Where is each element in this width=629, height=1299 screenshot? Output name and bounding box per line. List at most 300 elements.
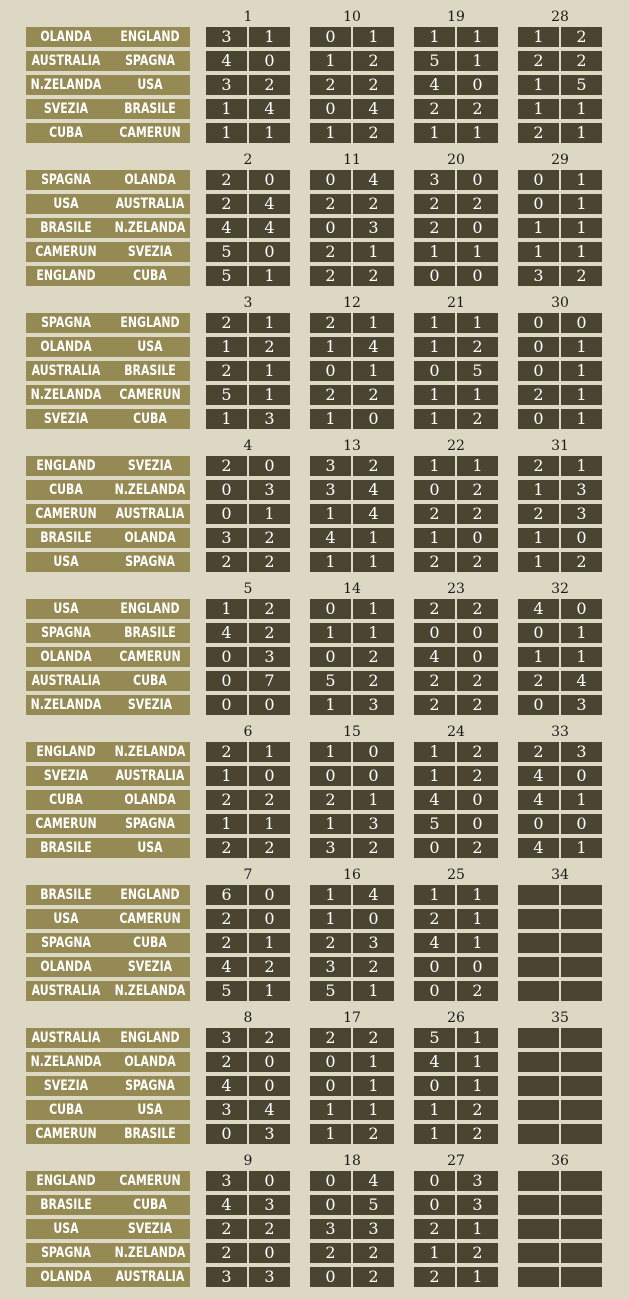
score-cell	[414, 885, 498, 905]
away-goals: 1	[472, 1028, 483, 1047]
home-team-label: AUSTRALIA	[31, 363, 101, 379]
away-team-label: SVEZIA	[127, 458, 173, 474]
round-number: 23	[447, 581, 465, 597]
score-cell	[414, 909, 498, 929]
away-team-label: USA	[137, 1102, 163, 1118]
away-goals: 3	[472, 1171, 483, 1190]
away-goals: 2	[368, 194, 379, 213]
home-goals	[518, 1195, 559, 1215]
home-goals: 2	[533, 385, 544, 404]
home-goals: 0	[429, 1076, 440, 1095]
home-team-label: CAMERUN	[35, 1126, 97, 1142]
home-goals: 1	[221, 766, 232, 785]
away-goals: 1	[576, 99, 587, 118]
away-goals	[561, 1028, 602, 1048]
score-cell	[414, 957, 498, 977]
score-cell	[206, 885, 290, 905]
away-team-label: N.ZELANDA	[114, 220, 186, 236]
home-goals: 4	[221, 1195, 232, 1214]
home-team-label: USA	[53, 601, 79, 617]
score-cell	[206, 671, 290, 691]
away-goals: 1	[472, 933, 483, 952]
score-cell	[414, 409, 498, 429]
away-goals: 0	[264, 170, 275, 189]
away-goals: 4	[368, 99, 379, 118]
home-goals: 2	[429, 1267, 440, 1286]
score-cell	[206, 1219, 290, 1239]
home-goals: 5	[429, 1028, 440, 1047]
score-cell	[206, 1076, 290, 1096]
home-goals: 4	[325, 528, 336, 547]
home-goals: 2	[221, 313, 232, 332]
score-cell	[310, 885, 394, 905]
away-goals: 2	[368, 1267, 379, 1286]
away-team-label: SVEZIA	[127, 1221, 173, 1237]
home-goals: 0	[429, 361, 440, 380]
away-team-label: BRASILE	[124, 363, 176, 379]
score-cell	[518, 647, 602, 667]
home-goals: 2	[533, 456, 544, 475]
away-goals: 1	[368, 552, 379, 571]
score-cell	[206, 742, 290, 762]
score-cell	[206, 123, 290, 143]
away-goals: 1	[576, 456, 587, 475]
score-cell	[206, 337, 290, 357]
home-goals: 4	[429, 75, 440, 94]
score-cell	[310, 480, 394, 500]
score-cell	[310, 242, 394, 262]
home-goals: 0	[533, 313, 544, 332]
score-cell	[310, 75, 394, 95]
score-cell	[518, 480, 602, 500]
away-team-label: USA	[137, 77, 163, 93]
home-goals: 1	[325, 1100, 336, 1119]
home-goals: 2	[325, 1243, 336, 1262]
away-goals: 5	[576, 75, 587, 94]
home-goals: 1	[429, 1100, 440, 1119]
home-team-label: SPAGNA	[41, 935, 91, 951]
match-teams	[26, 1052, 190, 1072]
home-team-label: SPAGNA	[41, 1245, 91, 1261]
home-team-label: SPAGNA	[41, 315, 91, 331]
away-goals: 3	[576, 480, 587, 499]
away-goals: 0	[576, 766, 587, 785]
score-cell	[414, 1124, 498, 1144]
round-number: 25	[447, 867, 465, 883]
away-goals: 1	[264, 266, 275, 285]
match-teams	[26, 766, 190, 786]
home-goals: 4	[221, 623, 232, 642]
away-goals: 2	[472, 695, 483, 714]
score-cell	[310, 170, 394, 190]
away-team-label: SPAGNA	[125, 816, 175, 832]
score-cell	[414, 766, 498, 786]
away-goals: 0	[472, 170, 483, 189]
score-cell	[206, 409, 290, 429]
home-goals: 1	[325, 123, 336, 142]
home-goals	[518, 1076, 559, 1096]
home-goals: 1	[533, 647, 544, 666]
home-goals: 3	[325, 480, 336, 499]
away-team-label: N.ZELANDA	[114, 744, 186, 760]
home-goals: 1	[325, 337, 336, 356]
score-cell	[206, 242, 290, 262]
away-team-label: CUBA	[133, 1197, 167, 1213]
home-goals: 1	[221, 409, 232, 428]
home-goals: 0	[221, 671, 232, 690]
home-goals: 1	[325, 909, 336, 928]
home-team-label: BRASILE	[40, 840, 92, 856]
home-team-label: USA	[53, 196, 79, 212]
home-goals: 4	[221, 957, 232, 976]
away-goals: 0	[264, 1076, 275, 1095]
away-goals: 3	[576, 742, 587, 761]
home-team-label: ENGLAND	[36, 1173, 96, 1189]
round-number: 10	[343, 9, 361, 25]
round-number: 17	[343, 1010, 361, 1026]
home-team-label: ENGLAND	[36, 458, 96, 474]
away-goals: 5	[368, 1195, 379, 1214]
away-goals	[561, 1243, 602, 1263]
away-goals: 2	[472, 504, 483, 523]
away-goals: 1	[472, 51, 483, 70]
match-teams	[26, 909, 190, 929]
match-teams	[26, 1219, 190, 1239]
away-goals: 1	[368, 528, 379, 547]
score-cell	[414, 814, 498, 834]
away-goals: 2	[264, 528, 275, 547]
home-goals: 3	[533, 266, 544, 285]
home-goals: 1	[429, 313, 440, 332]
match-teams	[26, 1267, 190, 1287]
score-cell	[206, 99, 290, 119]
away-team-label: OLANDA	[124, 1054, 176, 1070]
away-goals: 1	[472, 1076, 483, 1095]
match-teams	[26, 456, 190, 476]
score-cell	[518, 1243, 602, 1263]
home-goals: 2	[429, 504, 440, 523]
home-team-label: BRASILE	[40, 1197, 92, 1213]
home-team-label: USA	[53, 554, 79, 570]
score-cell	[414, 99, 498, 119]
home-goals: 2	[325, 75, 336, 94]
home-goals: 3	[221, 1028, 232, 1047]
score-cell	[518, 218, 602, 238]
away-team-label: OLANDA	[124, 530, 176, 546]
away-goals: 2	[472, 99, 483, 118]
home-goals: 0	[325, 647, 336, 666]
away-goals: 4	[264, 218, 275, 237]
away-team-label: ENGLAND	[120, 315, 180, 331]
away-goals: 3	[264, 409, 275, 428]
away-goals: 1	[368, 27, 379, 46]
home-goals: 0	[429, 838, 440, 857]
home-goals: 2	[429, 695, 440, 714]
away-goals: 1	[368, 242, 379, 261]
away-team-label: SPAGNA	[125, 1078, 175, 1094]
score-cell	[518, 552, 602, 572]
home-goals	[518, 1267, 559, 1287]
score-cell	[310, 266, 394, 286]
score-cell	[414, 838, 498, 858]
home-team-label: CUBA	[49, 1102, 83, 1118]
score-cell	[414, 1052, 498, 1072]
score-cell	[310, 27, 394, 47]
away-goals: 0	[264, 766, 275, 785]
round-number: 3	[243, 295, 253, 311]
home-goals: 0	[533, 170, 544, 189]
home-goals: 1	[429, 1243, 440, 1262]
score-cell	[206, 528, 290, 548]
score-cell	[206, 838, 290, 858]
away-team-label: AUSTRALIA	[115, 196, 185, 212]
away-goals: 2	[472, 838, 483, 857]
home-team-label: AUSTRALIA	[31, 53, 101, 69]
home-goals	[518, 981, 559, 1001]
away-goals: 2	[472, 552, 483, 571]
away-goals: 2	[368, 266, 379, 285]
away-team-label: CUBA	[133, 268, 167, 284]
home-goals	[518, 957, 559, 977]
away-goals: 2	[368, 75, 379, 94]
home-goals: 1	[429, 242, 440, 261]
away-goals: 0	[472, 957, 483, 976]
away-team-label: CAMERUN	[119, 387, 181, 403]
away-goals: 1	[472, 1219, 483, 1238]
away-goals: 1	[472, 242, 483, 261]
away-goals: 2	[472, 766, 483, 785]
away-goals: 2	[368, 51, 379, 70]
score-cell	[518, 51, 602, 71]
home-goals	[518, 1124, 559, 1144]
score-cell	[414, 170, 498, 190]
home-team-label: CUBA	[49, 125, 83, 141]
round-number: 1	[243, 9, 253, 25]
score-cell	[414, 218, 498, 238]
away-goals: 2	[264, 957, 275, 976]
away-goals: 2	[368, 838, 379, 857]
round-number: 2	[243, 152, 253, 168]
home-goals: 2	[221, 742, 232, 761]
round-number: 12	[343, 295, 361, 311]
home-goals: 1	[221, 337, 232, 356]
away-goals: 0	[472, 814, 483, 833]
away-goals	[561, 1124, 602, 1144]
away-goals: 1	[368, 1100, 379, 1119]
home-team-label: BRASILE	[40, 887, 92, 903]
home-goals: 2	[429, 218, 440, 237]
score-cell	[206, 1124, 290, 1144]
match-teams	[26, 885, 190, 905]
away-goals: 2	[264, 838, 275, 857]
away-goals: 1	[264, 933, 275, 952]
home-goals: 2	[221, 909, 232, 928]
away-goals: 0	[576, 814, 587, 833]
score-cell	[414, 1076, 498, 1096]
away-team-label: N.ZELANDA	[114, 1245, 186, 1261]
away-goals: 1	[368, 790, 379, 809]
home-goals: 0	[429, 480, 440, 499]
home-goals: 4	[533, 766, 544, 785]
away-team-label: USA	[137, 339, 163, 355]
round-number: 9	[243, 1153, 253, 1169]
home-team-label: SVEZIA	[43, 411, 89, 427]
away-goals: 1	[264, 814, 275, 833]
away-goals: 1	[472, 27, 483, 46]
home-goals: 4	[429, 1052, 440, 1071]
away-team-label: BRASILE	[124, 1126, 176, 1142]
home-team-label: USA	[53, 911, 79, 927]
score-cell	[414, 1028, 498, 1048]
score-cell	[206, 623, 290, 643]
home-team-label: N.ZELANDA	[30, 697, 102, 713]
score-cell	[518, 99, 602, 119]
score-cell	[310, 838, 394, 858]
away-goals: 1	[368, 623, 379, 642]
score-cell	[518, 1171, 602, 1191]
away-goals: 2	[472, 1243, 483, 1262]
match-teams	[26, 838, 190, 858]
score-cell	[414, 528, 498, 548]
away-team-label: USA	[137, 840, 163, 856]
score-cell	[206, 957, 290, 977]
away-goals: 4	[368, 504, 379, 523]
away-goals: 2	[472, 194, 483, 213]
away-goals: 0	[264, 1171, 275, 1190]
home-goals: 0	[533, 361, 544, 380]
score-cell	[414, 1219, 498, 1239]
away-goals: 1	[472, 909, 483, 928]
home-goals: 2	[533, 504, 544, 523]
away-team-label: CAMERUN	[119, 125, 181, 141]
score-cell	[414, 742, 498, 762]
score-cell	[310, 766, 394, 786]
score-cell	[310, 361, 394, 381]
home-team-label: AUSTRALIA	[31, 1030, 101, 1046]
score-cell	[518, 1076, 602, 1096]
home-team-label: SPAGNA	[41, 625, 91, 641]
home-team-label: OLANDA	[40, 339, 92, 355]
score-cell	[310, 456, 394, 476]
home-goals: 0	[221, 647, 232, 666]
score-cell	[518, 170, 602, 190]
round-number: 36	[551, 1153, 569, 1169]
score-cell	[414, 933, 498, 953]
score-cell	[414, 385, 498, 405]
home-goals: 2	[221, 361, 232, 380]
home-goals: 2	[221, 456, 232, 475]
home-team-label: OLANDA	[40, 29, 92, 45]
home-goals: 2	[533, 742, 544, 761]
home-goals: 0	[325, 170, 336, 189]
round-number: 34	[551, 867, 569, 883]
score-cell	[414, 1100, 498, 1120]
home-goals: 1	[429, 885, 440, 904]
home-goals: 2	[221, 1243, 232, 1262]
score-cell	[518, 1219, 602, 1239]
away-goals: 2	[264, 75, 275, 94]
away-goals: 4	[576, 671, 587, 690]
away-goals: 3	[264, 480, 275, 499]
home-goals: 0	[325, 99, 336, 118]
match-teams	[26, 790, 190, 810]
home-goals: 1	[533, 552, 544, 571]
round-number: 13	[343, 438, 361, 454]
away-goals: 2	[368, 123, 379, 142]
away-goals: 2	[472, 409, 483, 428]
round-number: 15	[343, 724, 361, 740]
home-goals: 1	[429, 742, 440, 761]
score-cell	[206, 313, 290, 333]
away-goals: 2	[368, 1124, 379, 1143]
match-teams	[26, 742, 190, 762]
home-goals: 2	[325, 266, 336, 285]
round-number: 29	[551, 152, 569, 168]
away-goals: 2	[264, 790, 275, 809]
match-teams	[26, 671, 190, 691]
match-teams	[26, 170, 190, 190]
home-goals: 1	[533, 99, 544, 118]
away-goals: 2	[264, 552, 275, 571]
home-goals: 5	[221, 242, 232, 261]
away-goals: 2	[368, 385, 379, 404]
score-cell	[206, 814, 290, 834]
score-cell	[310, 957, 394, 977]
away-goals: 2	[368, 671, 379, 690]
away-goals: 2	[264, 1219, 275, 1238]
score-cell	[310, 742, 394, 762]
away-goals: 1	[576, 170, 587, 189]
home-goals: 1	[533, 242, 544, 261]
match-teams	[26, 123, 190, 143]
round-block	[0, 296, 629, 439]
away-goals: 2	[576, 27, 587, 46]
home-goals: 3	[429, 170, 440, 189]
away-goals	[561, 981, 602, 1001]
away-goals: 2	[368, 1243, 379, 1262]
score-cell	[310, 1219, 394, 1239]
home-goals: 2	[325, 1028, 336, 1047]
score-cell	[518, 456, 602, 476]
round-number: 30	[551, 295, 569, 311]
away-goals: 1	[576, 337, 587, 356]
score-cell	[414, 361, 498, 381]
round-number: 22	[447, 438, 465, 454]
away-goals: 1	[576, 194, 587, 213]
score-cell	[414, 480, 498, 500]
away-team-label: CAMERUN	[119, 1173, 181, 1189]
away-goals: 4	[264, 99, 275, 118]
score-cell	[206, 1100, 290, 1120]
score-cell	[310, 647, 394, 667]
away-goals: 2	[472, 337, 483, 356]
home-goals	[518, 1100, 559, 1120]
away-team-label: AUSTRALIA	[115, 768, 185, 784]
round-number: 35	[551, 1010, 569, 1026]
score-cell	[414, 123, 498, 143]
away-goals: 2	[472, 599, 483, 618]
score-cell	[310, 671, 394, 691]
away-goals: 0	[368, 766, 379, 785]
score-cell	[414, 266, 498, 286]
away-goals: 4	[368, 885, 379, 904]
away-goals: 3	[576, 504, 587, 523]
home-goals: 1	[325, 814, 336, 833]
home-team-label: N.ZELANDA	[30, 387, 102, 403]
away-goals	[561, 933, 602, 953]
score-cell	[310, 1100, 394, 1120]
away-goals: 1	[472, 313, 483, 332]
